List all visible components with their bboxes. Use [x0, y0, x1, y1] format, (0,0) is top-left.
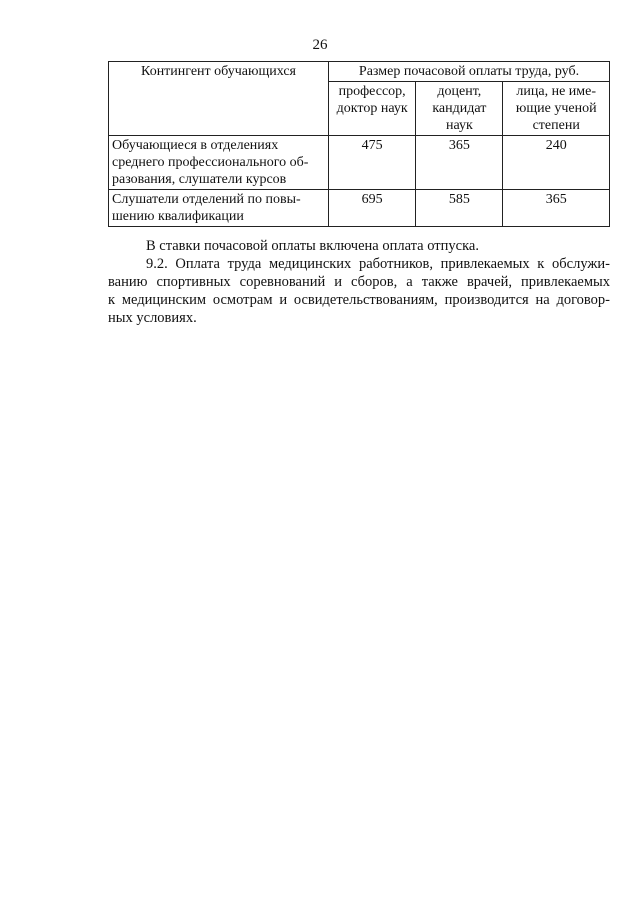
subheader-no-degree	[503, 82, 610, 136]
subheader-docent-line: доцент,	[437, 84, 482, 99]
table-header-row	[109, 62, 610, 82]
body-text	[108, 237, 610, 327]
paragraph-line: ванию спортивных соревнований и сборов, а также врачей, привлекаемых	[108, 274, 610, 290]
row-label-line: шению квалификации	[112, 209, 244, 224]
subheader-professor-line: доктор наук	[336, 101, 408, 116]
rate-docent: 585	[416, 190, 503, 227]
row-label-qualification-upgrade	[109, 190, 329, 227]
subheader-no-degree-line: ющие ученой	[515, 101, 597, 116]
row-label-secondary-education	[109, 136, 329, 190]
paragraph-line: к медицинским осмотрам и освидетельствованиям, производится на договор-	[108, 292, 610, 308]
subheader-no-degree-line: степени	[532, 118, 580, 133]
row-label-line: разования, слушатели курсов	[112, 172, 287, 187]
subheader-professor-line: профессор,	[338, 84, 406, 99]
row-label-line: среднего профессионального об-	[112, 155, 309, 170]
row-label-line: Слушатели отделений по повы-	[112, 192, 301, 207]
subheader-no-degree-line: лица, не име-	[516, 84, 597, 99]
header-student-contingent: Контингент обучающихся	[109, 62, 329, 136]
paragraph-medical-staff-pay	[108, 255, 610, 327]
rate-no-degree: 240	[503, 136, 610, 190]
paragraph-vacation-pay-note	[108, 237, 610, 255]
subheader-docent	[416, 82, 503, 136]
page-number: 26	[312, 37, 328, 53]
table-row	[109, 190, 610, 227]
rate-professor: 475	[329, 136, 416, 190]
paragraph-line: ных условиях.	[108, 310, 197, 326]
rate-professor: 695	[329, 190, 416, 227]
table-row	[109, 136, 610, 190]
rate-no-degree: 365	[503, 190, 610, 227]
subheader-professor	[329, 82, 416, 136]
subheader-docent-line: наук	[445, 118, 473, 133]
paragraph-line: В ставки почасовой оплаты включена оплата отпуска.	[146, 238, 479, 254]
paragraph-line: 9.2. Оплата труда медицинских работников, привлекаемых к обслужи-	[146, 256, 610, 272]
rate-docent: 365	[416, 136, 503, 190]
header-hourly-pay-size: Размер почасовой оплаты труда, руб.	[329, 62, 610, 82]
subheader-docent-line: кандидат	[432, 101, 487, 116]
hourly-pay-table	[108, 61, 610, 227]
row-label-line: Обучающиеся в отделениях	[112, 138, 279, 153]
